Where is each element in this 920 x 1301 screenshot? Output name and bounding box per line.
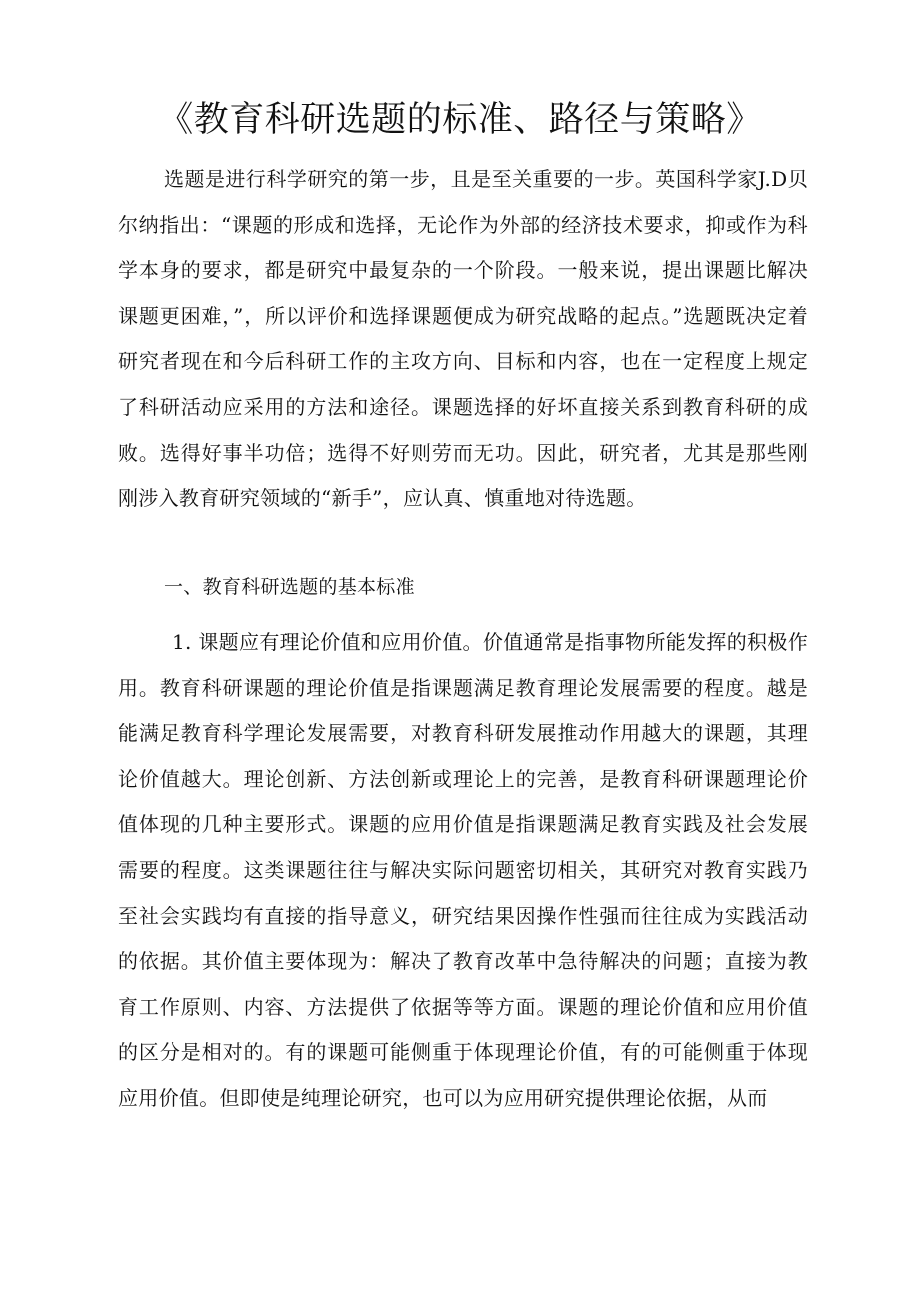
intro-paragraph: 选题是进行科学研究的第一步，且是至关重要的一步。英国科学家J.D贝尔纳指出：“课题的形成和选择，无论作为外部的经济技术要求，抑或作为科学本身的要求，都是研究中最复杂的一个阶段。一般来说，提出课题比解决课题更困难，”，所以评价和选择课题便成为研究战略的起点。”选题既决定着研究者现在和今后科研工作的主攻方向、目标和内容，也在一定程度上规定了科研活动应采用的方法和途径。课题选择的好坏直接关系到教育科研的成败。选得好事半功倍；选得不好则劳而无功。因此，研究者，尤其是那些刚刚涉入教育研究领域的“新手”，应认真、慎重地对待选题。 (118, 167, 808, 511)
standard-1-paragraph: 1. 课题应有理论价值和应用价值。价值通常是指事物所能发挥的积极作用。教育科研课题的理论价值是指课题满足教育理论发展需要的程度。越是能满足教育科学理论发展需要，对教育科研发展推动作用越大的课题，其理论价值越大。理论创新、方法创新或理论上的完善，是教育科研课题理论价值体现的几种主要形式。课题的应用价值是指课题满足教育实践及社会发展需要的程度。这类课题往往与解决实际问题密切相关，其研究对教育实践乃至社会实践均有直接的指导意义，研究结果因操作性强而往往成为实践活动的依据。其价值主要体现为：解决了教育改革中急待解决的问题；直接为教育工作原则、内容、方法提供了依据等等方面。课题的理论价值和应用价值的区分是相对的。有的课题可能侧重于体现理论价值，有的可能侧重于体现应用价值。但即使是纯理论研究，也可以为应用研究提供理论依据，从而 (118, 630, 808, 1110)
section-heading: 一、教育科研选题的基本标准 (164, 576, 415, 598)
document-title: 《教育科研选题的标准、路径与策略》 (158, 100, 762, 140)
